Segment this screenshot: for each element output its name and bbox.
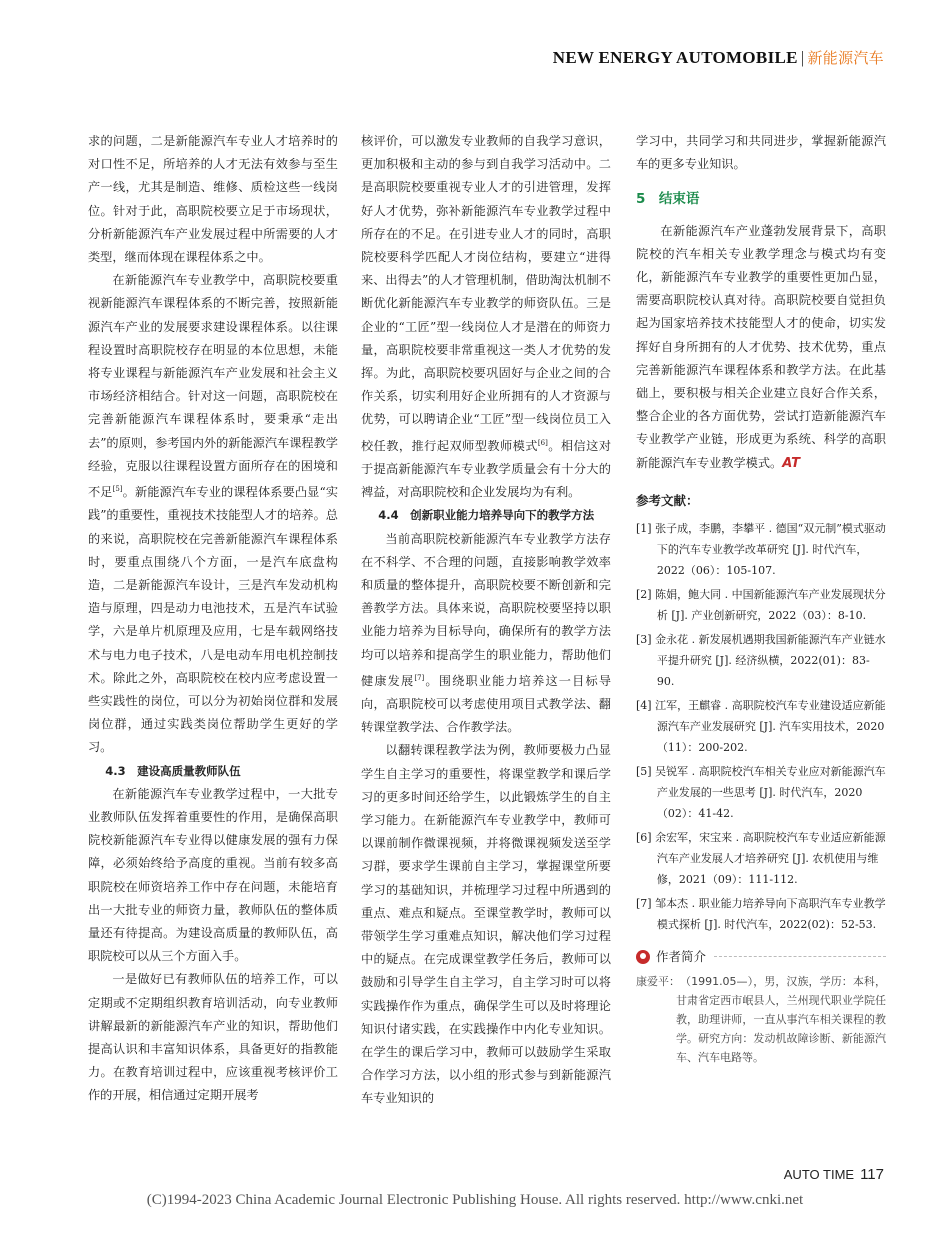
citation[interactable]: [6] [537, 438, 548, 447]
paragraph [88, 269, 338, 759]
paragraph-text: 在新能源汽车专业教学中，高职院校要重视新能源汽车课程体系的不断完善，按照新能源汽车产业的发展要求建设课程体系。以往课程设置时高职院校存在明显的本位思想，未能将专业课程与新能源汽车产业发展和社会主义市场经济相结合。针对这一问题，高职院校在完善新能源汽车课程体系时，要秉承“走出去”的原则，参考国内外的新能源汽车课程教学经验，克服以往课程设置方面所存在的困境和不足 [88, 273, 338, 500]
references-title: 参考文献： [636, 492, 699, 508]
author-bio-title: 作者简介 [656, 949, 707, 965]
header-chinese-title: 新能源汽车 [807, 49, 884, 67]
paragraph-text: 在新能源汽车产业蓬勃发展背景下，高职院校的汽车相关专业教学理念与模式均有变化，新能源汽车专业教学的重要性更加凸显，需要高职院校认真对待。高职院校要自觉担负起为国家培养技术技能型人才的使命，切实发挥好自身所拥有的人才优势、技术优势，重点完善新能源汽车课程体系和教学方法。在此基础上，要积极与相关企业建立良好合作关系，整合企业的各方面优势，尝试打造新能源汽车专业教学产业链，形成更为系统、科学的高职新能源汽车专业教学模式。 [636, 223, 886, 470]
paragraph-text: 核评价，可以激发专业教师的自我学习意识，更加积极和主动的参与到自我学习活动中。二是高职院校要重视专业人才的引进管理，发挥好人才优势，弥补新能源汽车专业教学过程中所存在的不足。在引进专业人才的同时，高职院校要科学匹配人才岗位结构，要建立“进得来、出得去”的人才管理机制，借助淘汰机制不断优化新能源汽车专业教学的师资队伍。三是企业的“工匠”型一线岗位人才是潜在的师资力量，高职院校要非常重视这一类人才优势的发挥。为此，高职院校要巩固好与企业之间的合作关系，切实利用好企业所拥有的人才资源与优势，可以聘请企业“工匠”型一线岗位员工入校任教，推行起双师型教师模式 [361, 134, 611, 453]
citation[interactable]: [7] [414, 673, 425, 682]
subsection-heading-4-4: 4.4 创新职业能力培养导向下的教学方法 [378, 508, 595, 523]
paragraph: 以翻转课程教学法为例，教师要极力凸显学生自主学习的重要性，将课堂教学和课后学习的更多时间还给学生，以此锻炼学生的自主学习能力。在新能源汽车专业教学中，教师可以课前制作微课视频，并将微课视频发送至学习群，要求学生课前自主学习，掌握课堂所要学习的基础知识，并梳理学习过程中所遇到的重点、难点和疑点。至课堂教学时，教师可以带领学生学习重难点知识，解决他们学习过程中的疑点。在完成课堂教学任务后，教师可以鼓励和引导学生自主学习，自主学习时可以将实践操作作为重点，确保学生可以及时将理论知识付诸实践，在实践操作中内化专业知识。在学生的课后学习中，教师可以鼓励学生采取合作学习方法，以小组的形式参与到新能源汽车专业知识的 [361, 743, 611, 1106]
citation[interactable]: [5] [112, 485, 123, 494]
paragraph: 一是做好已有教师队伍的培养工作，可以定期或不定期组织教育培训活动，向专业教师讲解最新的新能源汽车产业的知识，帮助他们提高认识和丰富知识体系，具备更好的指教能力。在教育培训过程中，应该重视考核评价工作的开展，相信通过定期开展考 [88, 972, 338, 1103]
section-heading-conclusion: 5 结束语 [636, 191, 700, 208]
subsection-heading-4-3: 4.3 建设高质量教师队伍 [105, 763, 241, 778]
header-separator: | [800, 48, 805, 67]
paragraph-text: 当前高职院校新能源汽车专业教学方法存在不科学、不合理的问题，直接影响教学效率和质量的整体提升，高职院校要不断创新和完善教学方法。具体来说，高职院校要坚持以职业能力培养为目标导向，确保所有的教学方法均可以培养和提高学生的职业能力，帮助他们健康发展 [361, 531, 611, 688]
reference-item: [6] 余宏军，宋宝来 . 高职院校汽车专业适应新能源汽车产业发展人才培养研究 [J]. 农机使用与维修，2021（09）：111-112. [636, 831, 886, 887]
column-1 [88, 130, 338, 1108]
paragraph [361, 528, 611, 740]
end-mark-icon: AT [782, 455, 800, 471]
author-bio [636, 972, 886, 1067]
column-3 [636, 130, 886, 1067]
page-number: 117 [860, 1166, 884, 1183]
author-name: 康爱平： [636, 975, 680, 989]
column-2 [361, 130, 611, 1111]
header-english-title: NEW ENERGY AUTOMOBILE [552, 48, 798, 67]
copyright-notice: (C)1994-2023 China Academic Journal Electronic Publishing House. All rights reserved. http://www.cnki.net [146, 1192, 804, 1208]
paragraph: 求的问题，二是新能源汽车专业人才培养时的对口性不足，所培养的人才无法有效参与至生产一线，尤其是制造、维修、质检这些一线岗位。针对于此，高职院校要立足于市场现状，分析新能源汽车产业发展过程中所需要的人才类型，继而体现在课程体系之中。 [88, 134, 338, 265]
running-header [553, 47, 884, 68]
page-footer [784, 1166, 884, 1183]
reference-item: [7] 邹本杰 . 职业能力培养导向下高职汽车专业教学模式探析 [J]. 时代汽车，2022(02)：52-53. [636, 897, 886, 932]
paragraph: 在新能源汽车专业教学过程中，一大批专业教师队伍发挥着重要性的作用，是确保高职院校新能源汽车专业得以健康发展的强有力保障，必须始终给予高度的重视。当前有较多高职院校在师资培养工作中存在问题，未能培育出一大批专业的师资力量，教师队伍的整体质量还有待提高。为建设高质量的教师队伍，高职院校可以从三个方面入手。 [88, 786, 338, 964]
reference-item: [3] 金永花 . 新发展机遇期我国新能源汽车产业链水平提升研究 [J]. 经济纵横，2022(01)：83-90. [636, 633, 886, 689]
paragraph-text: 。新能源汽车专业的课程体系要凸显“实践”的重要性，重视技术技能型人才的培养。总的来说，高职院校在完善新能源汽车课程体系时，要重点围绕八个方面，一是汽车底盘构造，二是新能源汽车设计，三是汽车发动机构造与原理，四是动力电池技术，五是汽车试验学，六是单片机原理及应用，七是车载网络技术与电力电子技术，八是电动车用电机控制技术。除此之外，高职院校在校内应考虑设置一些实践性的岗位，可以分为初始岗位群和发展岗位群，通过实践类岗位帮助学生更好的学习。 [88, 485, 339, 755]
paragraph: 学习中，共同学习和共同进步，掌握新能源汽车的更多专业知识。 [636, 134, 886, 172]
paragraph [361, 130, 611, 504]
reference-item: [1] 张子成，李鹏，李攀平 . 德国“双元制”模式驱动下的汽车专业教学改革研究 [J]. 时代汽车，2022（06）：105-107. [636, 522, 886, 578]
author-description: （1991.05—），男，汉族，学历：本科，甘肃省定西市岷县人，兰州现代职业学院任教，助理讲师，一直从事汽车相关课程的教学。研究方向：发动机故障诊断、新能源汽车、汽车电路等。 [676, 975, 886, 1065]
footer-journal-name: AUTO TIME [783, 1167, 855, 1182]
paragraph-text: 。相信这对于提高新能源汽车专业教学质量会有十分大的裨益，对高职院校和企业发展均为有利。 [361, 438, 612, 500]
divider [714, 956, 886, 957]
reference-item: [4] 江军，王麒睿 . 高职院校汽车专业建设适应新能源汽车产业发展研究 [J]. 汽车实用技术，2020（11）：200-202. [636, 699, 886, 755]
references-list [636, 518, 886, 935]
author-bio-heading [636, 945, 886, 968]
author-person-icon [636, 950, 650, 964]
reference-item: [2] 陈娟，鲍大同 . 中国新能源汽车产业发展现状分析 [J]. 产业创新研究，2022（03）：8-10. [636, 588, 886, 623]
paragraph-text: 。围绕职业能力培养这一目标导向，高职院校可以考虑使用项目式教学法、翻转课堂教学法、合作教学法。 [361, 673, 612, 735]
reference-item: [5] 吴锐军 . 高职院校汽车相关专业应对新能源汽车产业发展的一些思考 [J]. 时代汽车，2020（02）：41-42. [636, 765, 886, 821]
paragraph [636, 220, 886, 475]
